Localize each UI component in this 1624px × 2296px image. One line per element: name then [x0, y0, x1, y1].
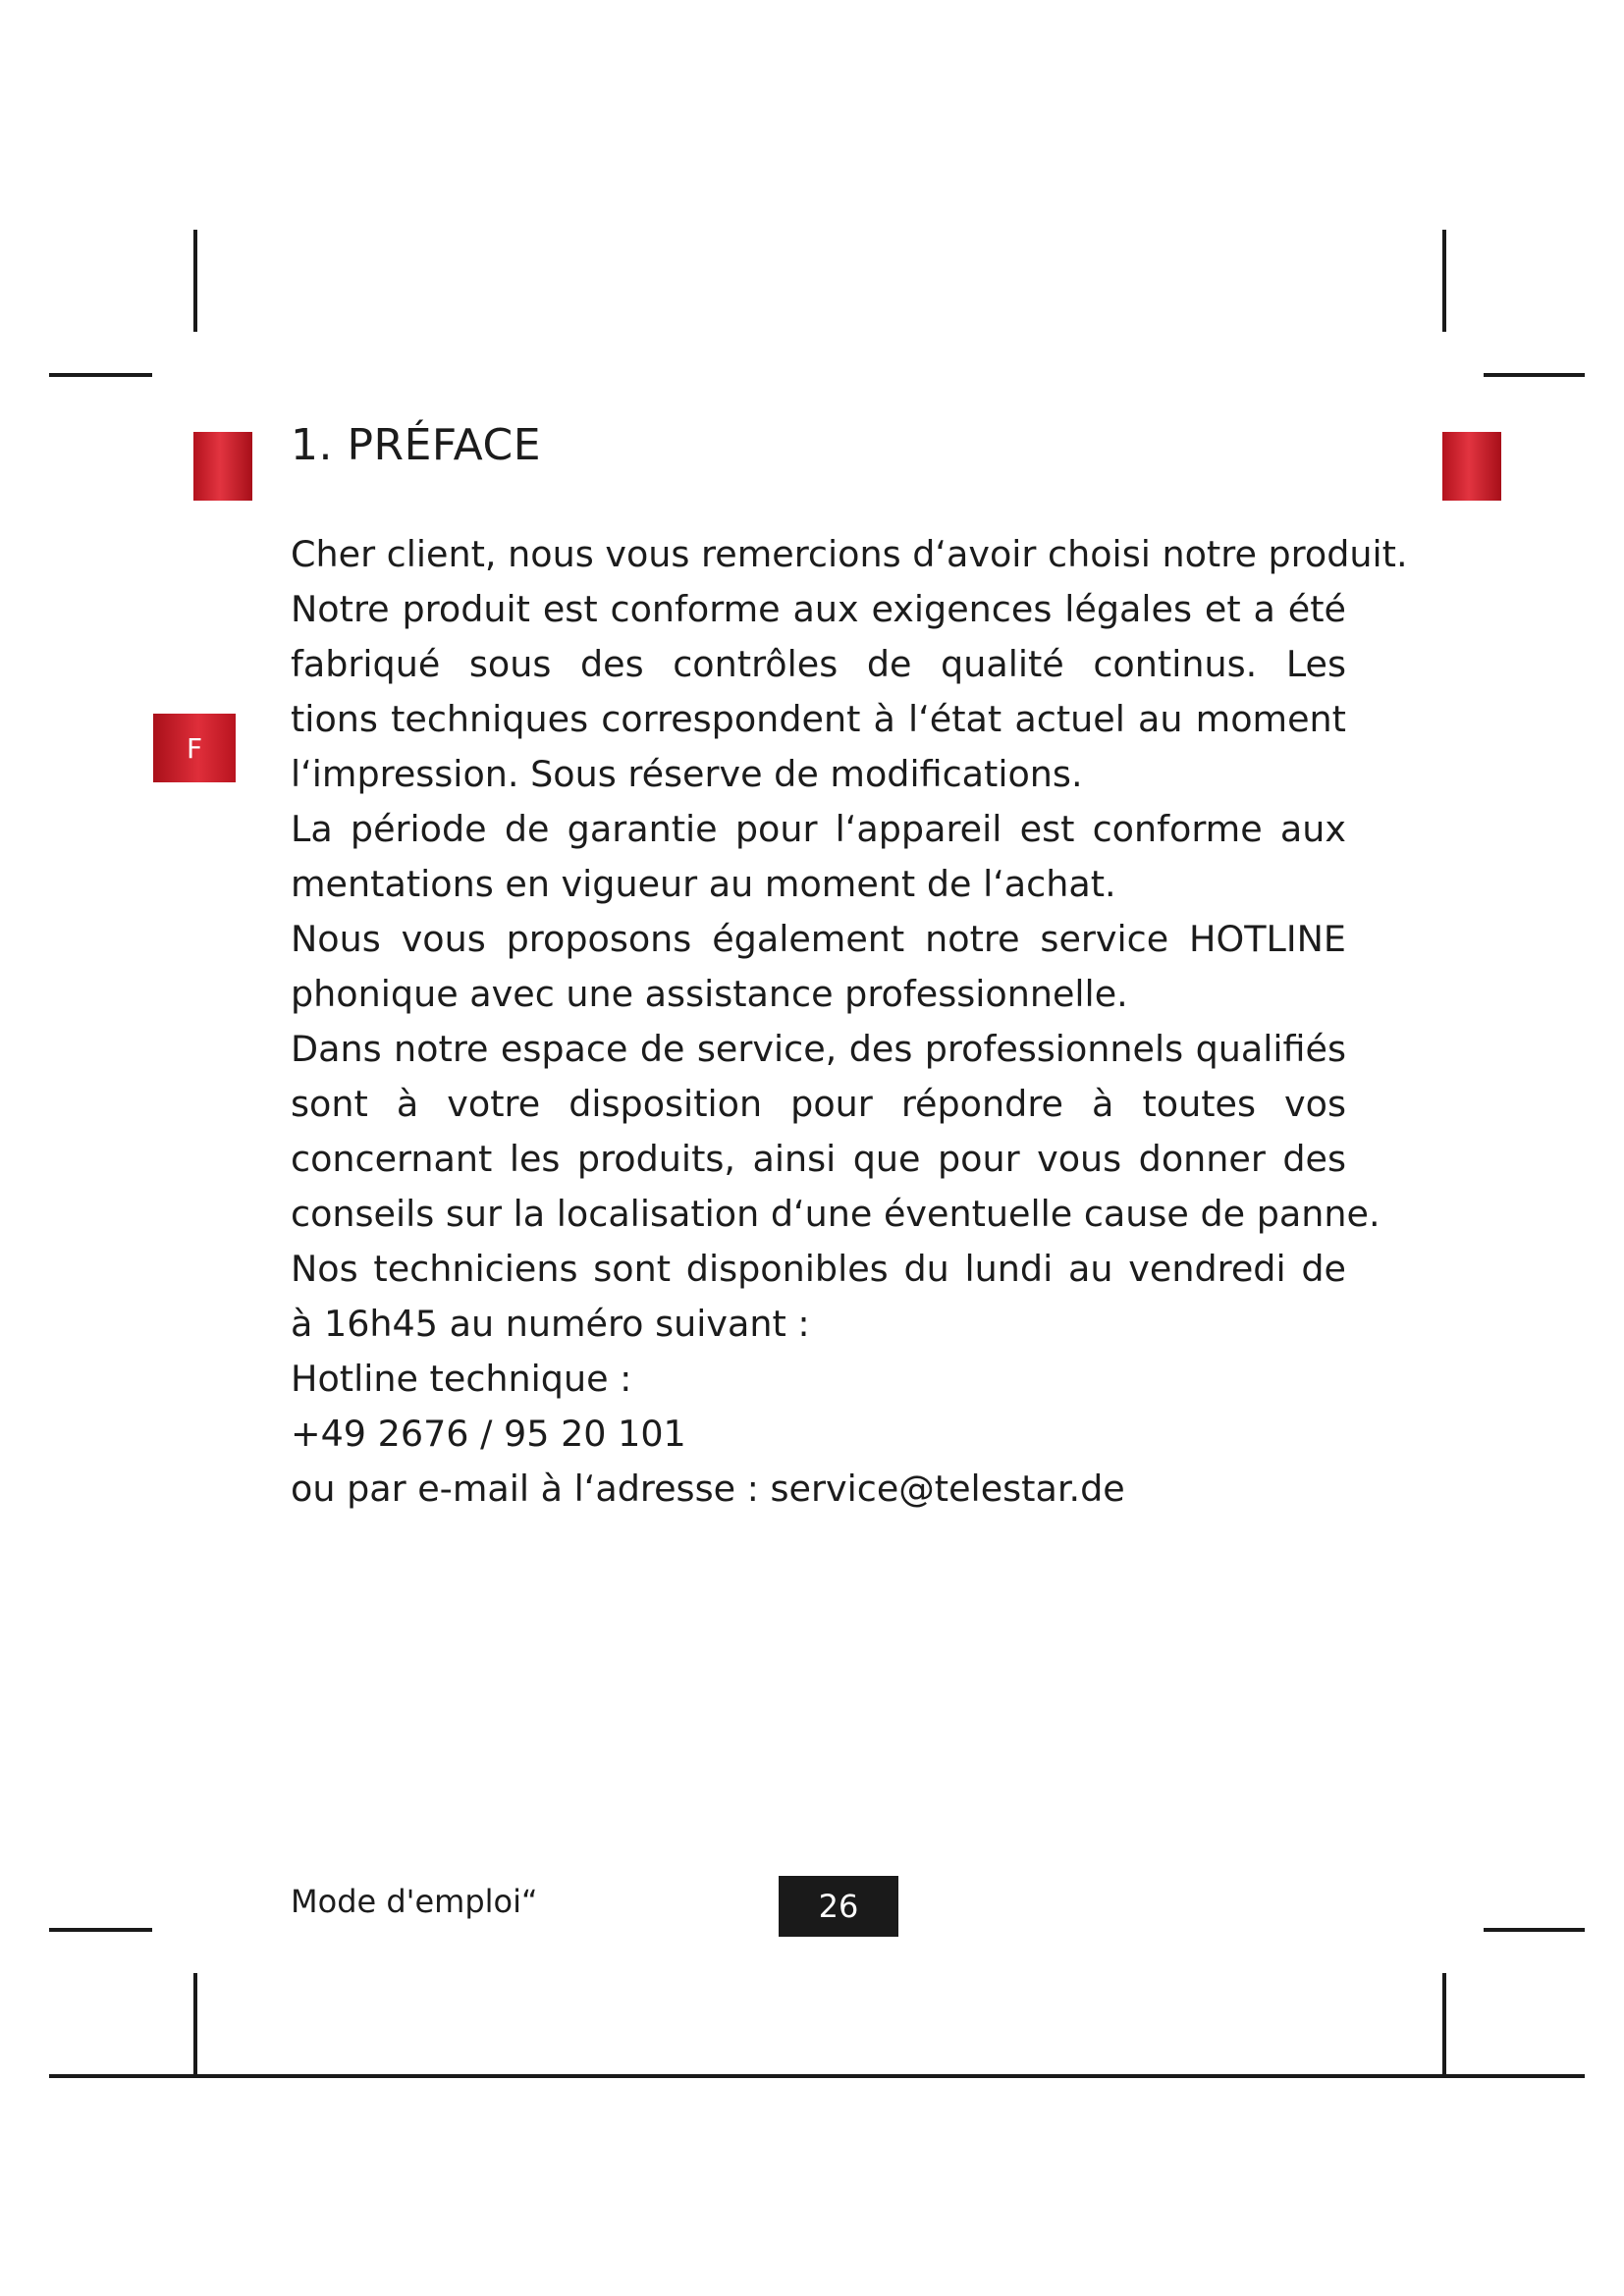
email-line: ou par e-mail à l‘adresse : service@telestar.de	[291, 1468, 1125, 1510]
body-line: Nos techniciens sont disponibles du lundi au vendredi de	[291, 1248, 1346, 1290]
crop-mark-bottom-right-horizontal	[1484, 1928, 1585, 1932]
body-line: conseils sur la localisation d‘une éventuelle cause de panne.	[291, 1193, 1380, 1235]
crop-mark-bottom-right-vertical	[1442, 1973, 1446, 2076]
body-line: Notre produit est conforme aux exigences légales et a été	[291, 588, 1346, 630]
crop-mark-bottom-left-vertical	[193, 1973, 197, 2076]
crop-mark-top-right-vertical	[1442, 230, 1446, 332]
language-tab: F	[153, 714, 236, 782]
body-line: Cher client, nous vous remercions d‘avoir choisi notre produit.	[291, 533, 1408, 575]
body-line: l‘impression. Sous réserve de modifications.	[291, 753, 1083, 795]
bottom-rule	[49, 2074, 1585, 2078]
heading-marker-left	[193, 432, 252, 501]
crop-mark-top-left-vertical	[193, 230, 197, 332]
section-title: 1. PRÉFACE	[291, 420, 541, 470]
hotline-number: +49 2676 / 95 20 101	[291, 1413, 686, 1455]
body-line: La période de garantie pour l‘appareil est conforme aux	[291, 808, 1346, 850]
body-line: mentations en vigueur au moment de l‘achat.	[291, 863, 1116, 905]
body-line: à 16h45 au numéro suivant :	[291, 1303, 810, 1345]
footer-manual-label: Mode d'emploi“	[291, 1883, 538, 1920]
heading-marker-right	[1442, 432, 1501, 501]
body-line: Dans notre espace de service, des professionnels qualifiés	[291, 1028, 1346, 1070]
preface-body	[291, 527, 1408, 1517]
body-line: concernant les produits, ainsi que pour vous donner des	[291, 1138, 1346, 1180]
body-line: sont à votre disposition pour répondre à toutes vos	[291, 1083, 1346, 1125]
body-line: Hotline technique :	[291, 1358, 632, 1400]
crop-mark-bottom-left-horizontal	[49, 1928, 152, 1932]
crop-mark-top-right-horizontal	[1484, 373, 1585, 377]
crop-mark-top-left-horizontal	[49, 373, 152, 377]
page-number: 26	[779, 1876, 898, 1937]
body-line: Nous vous proposons également notre service HOTLINE	[291, 918, 1346, 960]
body-line: fabriqué sous des contrôles de qualité continus. Les	[291, 643, 1346, 685]
body-line: tions techniques correspondent à l‘état actuel au moment	[291, 698, 1346, 740]
body-line: phonique avec une assistance professionnelle.	[291, 973, 1128, 1015]
